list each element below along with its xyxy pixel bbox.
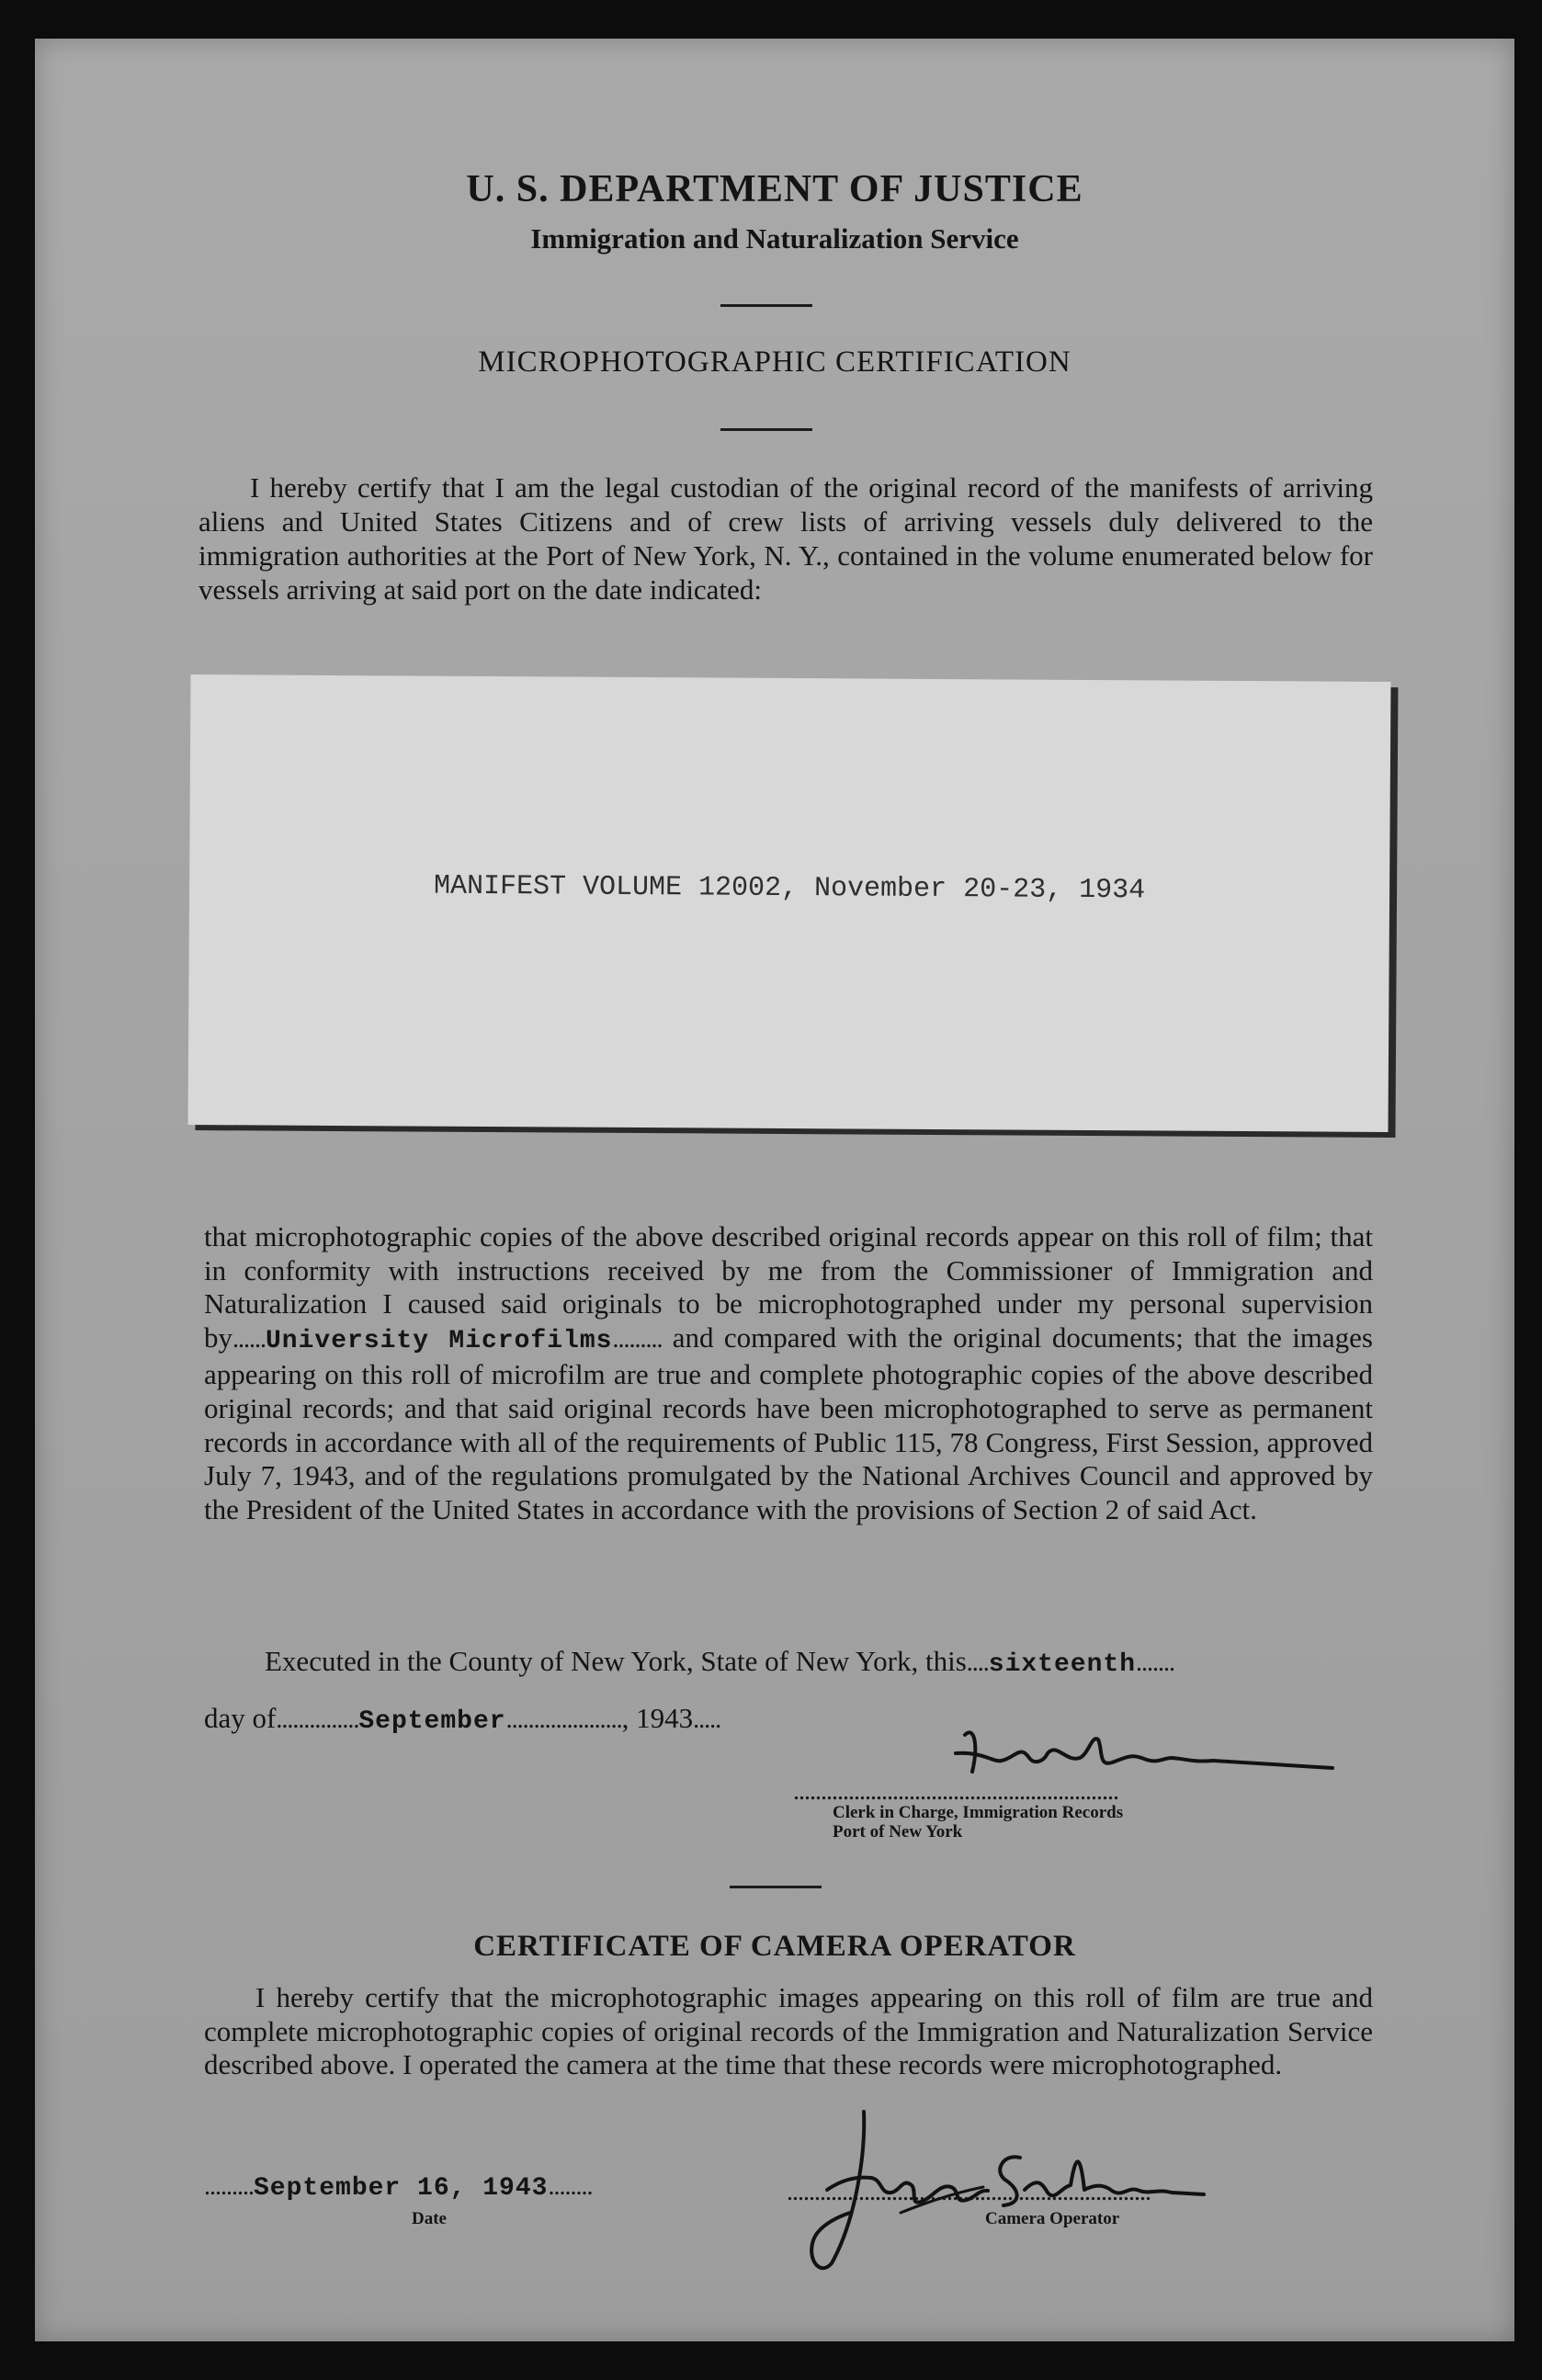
clerk-caption xyxy=(833,1803,1123,1842)
camera-operator-caption: Camera Operator xyxy=(985,2209,1120,2228)
paragraph-text: that microphotographic copies of the above described original records appear on this roll of film; that in conformity with instructions received by me from the Commissioner of Immigration and Naturalization I caused said originals to be microphotographed under my personal supervision by xyxy=(204,1220,1373,1354)
executed-line: Executed in the County of New York, State of New York, this....sixteenth....... xyxy=(265,1645,1174,1679)
manifest-insert-slip xyxy=(188,674,1391,1132)
manifest-volume-text: MANIFEST VOLUME 12002, November 20-23, 1934 xyxy=(433,870,1146,907)
divider xyxy=(720,428,812,431)
executed-year: , 1943 xyxy=(621,1702,694,1734)
paragraph-text: and compared with the original documents; that the images appearing on this roll of microfilm are true and complete photographic copies of the above described original records; and that said original records have been microphotographed to serve as permanent records in accordance with all of the requirements of Public 115, 78 Congress, First Session, approved July 7, 1943, and of the regulations promulgated by the National Archives Council and approved by the President of the United States in accordance with the provisions of Section 2 of said Act. xyxy=(204,1320,1373,1525)
clerk-title: Clerk in Charge, Immigration Records xyxy=(833,1803,1124,1822)
certification-title: MICROPHOTOGRAPHIC CERTIFICATION xyxy=(478,346,1071,379)
day-of-label: day of xyxy=(204,1702,277,1734)
certification-paragraph-2: that microphotographic copies of the above described original records appear on this roll of film; that in conformity with instructions received by me from the Commissioner of Immigration and Naturalization I caused said originals to be microphotographed under my personal supervision by......University Microfilms......... and compared with the original documents; that the images appearing on this roll of microfilm are true and complete photographic copies of the above described original records; and that said original records have been microphotographed to serve as permanent records in accordance with all of the requirements of Public 115, 78 Congress, First Session, approved July 7, 1943, and of the regulations promulgated by the National Archives Council and approved by the President of the United States in accordance with the provisions of Section 2 of said Act. xyxy=(204,1220,1373,1525)
camera-operator-paragraph: I hereby certify that the microphotographic images appearing on this roll of film are true and complete microphotographic copies of original records of the Immigration and Naturalization Service described above. I operated the camera at the time that these records were microphotographed. xyxy=(204,1981,1373,2081)
day-of-line: day of...............September....................., 1943..... xyxy=(204,1702,721,1736)
executed-day-field: sixteenth xyxy=(988,1650,1136,1679)
date-caption: Date xyxy=(412,2209,447,2228)
date-line: .........September 16, 1943........ xyxy=(204,2172,593,2203)
clerk-location: Port of New York xyxy=(833,1822,963,1842)
executed-month-field: September xyxy=(358,1707,506,1736)
service-name: Immigration and Naturalization Service xyxy=(530,222,1019,255)
camera-operator-signature xyxy=(763,2102,1222,2277)
certificate-page: U. S. DEPARTMENT OF JUSTICE Immigration and Naturalization Service MICROPHOTOGRAPHIC CERTIFICATION I hereby certify that I am the legal custodian of the original record of the manifests of arriving aliens and United States Citizens and of crew lists of arriving vessels duly delivered to the immigration authorities at the Port of New York, N. Y., contained in the volume enumerated below for vessels arriving at said port on the date indicated: MANIFEST VOLUME 12002, November 20-23, 1934 that microphotographic copies of the above described original records appear on this roll of film; that in conformity with instructions received by me from the Commissioner of Immigration and Naturalization I caused said originals to be microphotographed under my personal supervision by......University Microfilms......... and compared with the original documents; that the images appearing on this roll of microfilm are true and complete photographic copies of the above described original records; and that said original records have been microphotographed to serve as permanent records in accordance with all of the requirements of Public 115, 78 Congress, First Session, approved July 7, 1943, and of the regulations promulgated by the National Archives Council and approved by the President of the United States in accordance with the provisions of Section 2 of said Act. Executed in the County of New York, State of New York, this....sixteenth....... day of...............September....................., 1943..... ........................................................... Clerk in Charge, Immigration Records Port of New York CERTIFICATE OF CAMERA OPERATOR I hereby certify that the microphotographic images appearing on this roll of film are true and complete microphotographic copies of original records of the Immigration and Naturalization Service described above. I operated the camera at the time that these records were microphotographed. .........September 16, 1943........ Date .................................................................. Camera Operator xyxy=(35,39,1514,2341)
divider xyxy=(720,304,812,307)
certification-paragraph: I hereby certify that I am the legal custodian of the original record of the manifests of arriving aliens and United States Citizens and of crew lists of arriving vessels duly delivered to the immigration authorities at the Port of New York, N. Y., contained in the volume enumerated below for vessels arriving at said port on the date indicated: xyxy=(198,471,1373,606)
camera-date-field: September 16, 1943 xyxy=(254,2174,549,2203)
department-title: U. S. DEPARTMENT OF JUSTICE xyxy=(466,168,1083,210)
executed-text: Executed in the County of New York, State of New York, this xyxy=(265,1645,967,1677)
camera-operator-title: CERTIFICATE OF CAMERA OPERATOR xyxy=(473,1930,1076,1963)
divider xyxy=(730,1886,822,1888)
microfilm-company-field: University Microfilms xyxy=(266,1326,613,1355)
